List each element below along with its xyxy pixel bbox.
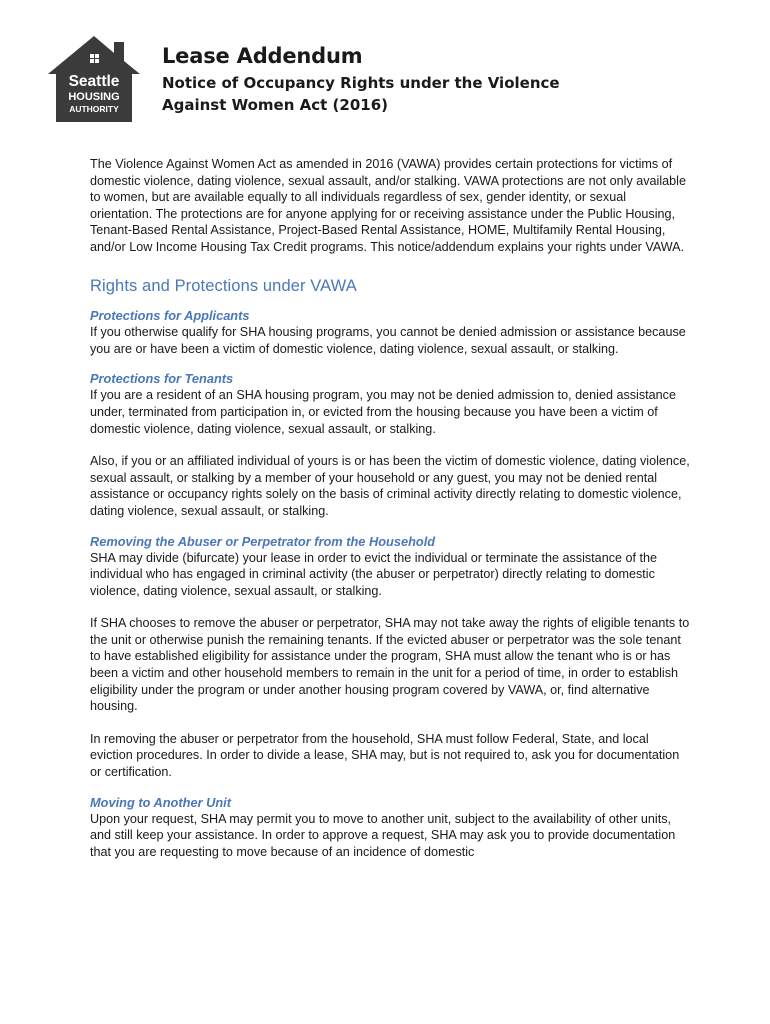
paragraph-removing-3: In removing the abuser or perpetrator from the household, SHA must follow Federal, State, and local eviction procedures. In order to divide a lease, SHA may, but is not required to, ask you for documentation or certification. bbox=[90, 731, 680, 780]
paragraph-removing-2: If SHA chooses to remove the abuser or perpetrator, SHA may not take away the rights of eligible tenants to the unit or otherwise punish the remaining tenants. If the evicted abuser or perpetrator was the sole tenant to have established eligibility for assistance under the program, SHA must allow the tenant who is or has been a victim and other household members to remain in the unit for a period of time, in order to establish eligibility under the program or under another housing program covered by VAWA, or, find alternative housing. bbox=[90, 616, 690, 714]
subheading-removing-abuser: Removing the Abuser or Perpetrator from the Household bbox=[90, 533, 436, 549]
paragraph-tenants-2: Also, if you or an affiliated individual of yours is or has been the victim of domestic violence, dating violence, sexual assault, or stalking by a member of your household or any guest, you may not be denied rental assistance or occupancy rights solely on the basis of criminal activity directly relating to domestic violence, dating violence, sexual assault, or stalking. bbox=[90, 454, 690, 518]
subheading-applicants: Protections for Applicants bbox=[90, 308, 250, 324]
section-heading-rights: Rights and Protections under VAWA bbox=[90, 276, 357, 295]
logo-line-housing: HOUSING bbox=[68, 91, 120, 103]
document-subtitle-line1: Notice of Occupancy Rights under the Violence bbox=[162, 74, 560, 92]
paragraph-moving: Upon your request, SHA may permit you to move to another unit, subject to the availability of other units, and still keep your assistance. In order to approve a request, SHA may ask you to provide documentation that you are requesting to move because of an incidence of domestic bbox=[90, 811, 676, 859]
paragraph-applicants: If you otherwise qualify for SHA housing programs, you cannot be denied admission or assistance because you are or have been a victim of domestic violence, dating violence, sexual assault, or stalking. bbox=[90, 325, 686, 356]
seattle-housing-authority-logo bbox=[46, 34, 142, 126]
paragraph-removing-1: SHA may divide (bifurcate) your lease in order to evict the individual or terminate the assistance of the individual who has engaged in criminal activity (the abuser or perpetrator) directly relating to domestic violence, dating violence, sexual assault, or stalking. bbox=[90, 550, 658, 598]
document-title: Lease Addendum bbox=[162, 44, 363, 68]
document-header bbox=[162, 44, 722, 116]
intro-paragraph: The Violence Against Women Act as amended in 2016 (VAWA) provides certain protections for victims of domestic violence, dating violence, sexual assault, and/or stalking. VAWA protections are not only available to women, but are available equally to all individuals regardless of sex, gender identity, or sexual orientation. The protections are for anyone applying for or receiving assistance under the Public Housing, Tenant-Based Rental Assistance, Project-Based Rental Assistance, HOME, Multifamily Rental Housing, and/or Low Income Housing Tax Credit programs. This notice/addendum explains your rights under VAWA. bbox=[90, 157, 686, 254]
paragraph-tenants-1: If you are a resident of an SHA housing program, you may not be denied admission to, denied assistance under, terminated from participation in, or evicted from the housing because you have been a victim of domestic violence, dating violence, sexual assault, or stalking. bbox=[90, 388, 676, 436]
logo-line-authority: AUTHORITY bbox=[69, 104, 119, 114]
subheading-moving-unit: Moving to Another Unit bbox=[90, 794, 231, 810]
document-subtitle-line2: Against Women Act (2016) bbox=[162, 96, 388, 114]
house-logo-icon bbox=[46, 34, 142, 126]
document-body bbox=[90, 156, 690, 860]
subheading-tenants: Protections for Tenants bbox=[90, 371, 234, 387]
logo-line-seattle: Seattle bbox=[68, 73, 120, 90]
